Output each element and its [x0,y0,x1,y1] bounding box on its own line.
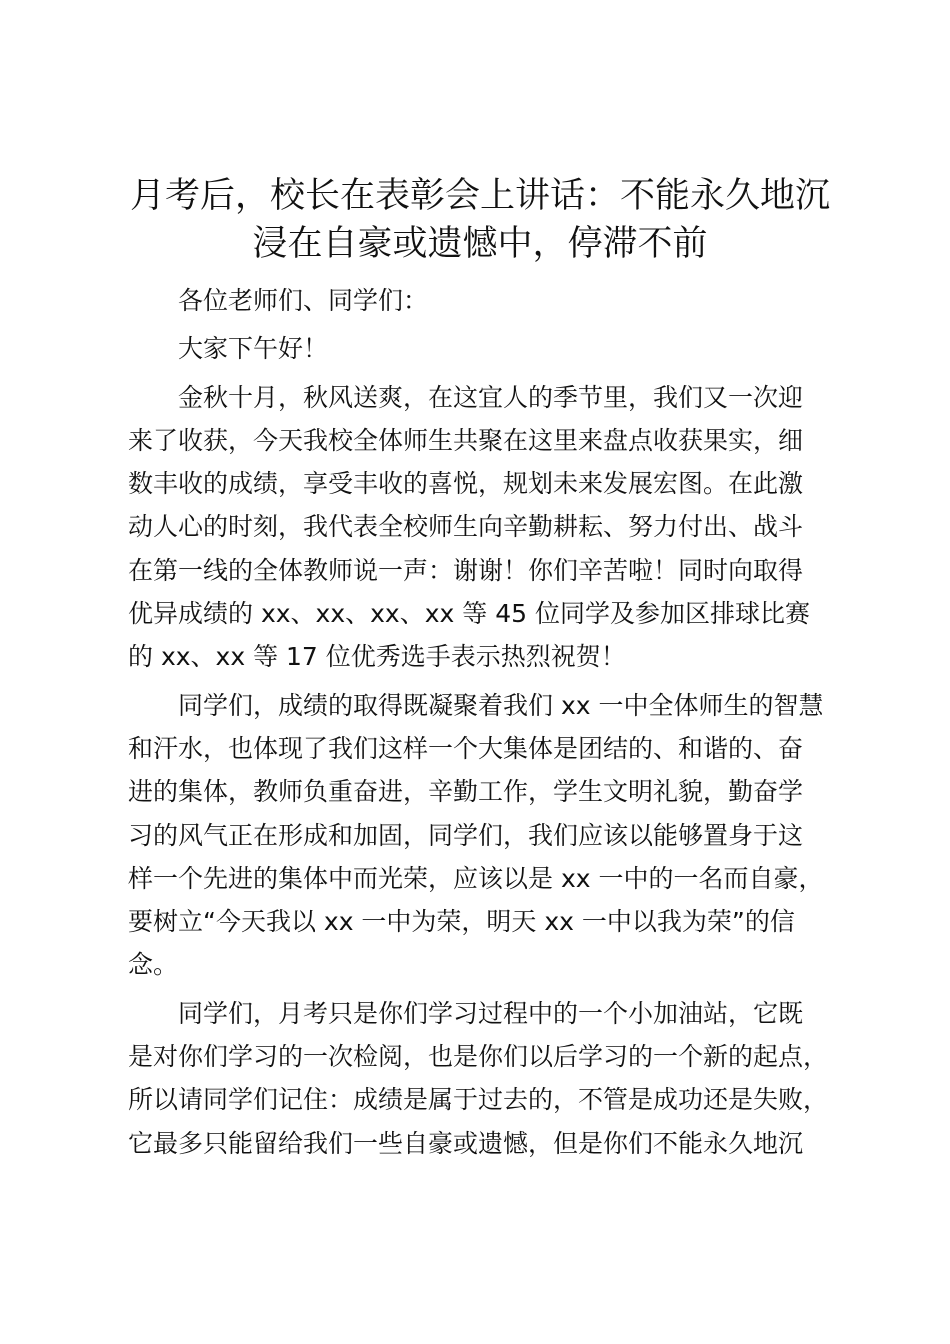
title-line-2: 浸在自豪或遗憾中，停滞不前 [252,224,708,264]
paragraph-3 [128,992,838,1165]
salutation-paragraph [128,279,838,322]
paragraph-line: 它最多只能留给我们一些自豪或遗憾，但是你们不能永久地沉 [128,1128,804,1158]
paragraph-line: 样一个先进的集体中而光荣，应该以是 xx 一中的一名而自豪， [128,863,824,893]
paragraph-line: 进的集体，教师负重奋进，辛勤工作，学生文明礼貌，勤奋学 [128,777,804,807]
paragraph-line: 要树立“今天我以 xx 一中为荣，明天 xx 一中以我为荣”的信 [128,907,795,937]
paragraph-line: 念。 [128,950,179,980]
paragraph-line: 和汗水，也体现了我们这样一个大集体是团结的、和谐的、奋 [128,733,804,763]
document-title [120,172,840,268]
paragraph-line: 同学们，月考只是你们学习过程中的一个小加油站，它既 [178,998,804,1028]
paragraph-line: 金秋十月，秋风送爽，在这宜人的季节里，我们又一次迎 [178,382,804,412]
paragraph-2 [128,684,838,987]
paragraph-line: 所以请同学们记住：成绩是属于过去的，不管是成功还是失败， [128,1085,829,1115]
paragraph-line: 习的风气正在形成和加固，同学们，我们应该以能够置身于这 [128,820,804,850]
salutation: 各位老师们、同学们： [178,286,429,315]
title-line-1: 月考后，校长在表彰会上讲话：不能永久地沉 [129,176,830,216]
paragraph-line: 同学们，成绩的取得既凝聚着我们 xx 一中全体师生的智慧 [178,690,824,720]
paragraph-line: 的 xx、xx 等 17 位优秀选手表示热烈祝贺！ [128,642,626,672]
paragraph-line: 来了收获，今天我校全体师生共聚在这里来盘点收获果实，细 [128,425,804,455]
paragraph-1 [128,376,838,679]
paragraph-line: 优异成绩的 xx、xx、xx、xx 等 45 位同学及参加区排球比赛 [128,599,810,629]
greeting: 大家下午好！ [178,334,329,364]
paragraph-line: 在第一线的全体教师说一声：谢谢！你们辛苦啦！同时向取得 [128,555,804,585]
paragraph-line: 是对你们学习的一次检阅，也是你们以后学习的一个新的起点， [128,1042,829,1072]
greeting-paragraph [128,327,838,370]
paragraph-line: 数丰收的成绩，享受丰收的喜悦，规划未来发展宏图。在此激 [128,469,804,499]
document-body [128,279,838,1170]
paragraph-line: 动人心的时刻，我代表全校师生向辛勤耕耘、努力付出、战斗 [128,512,804,542]
